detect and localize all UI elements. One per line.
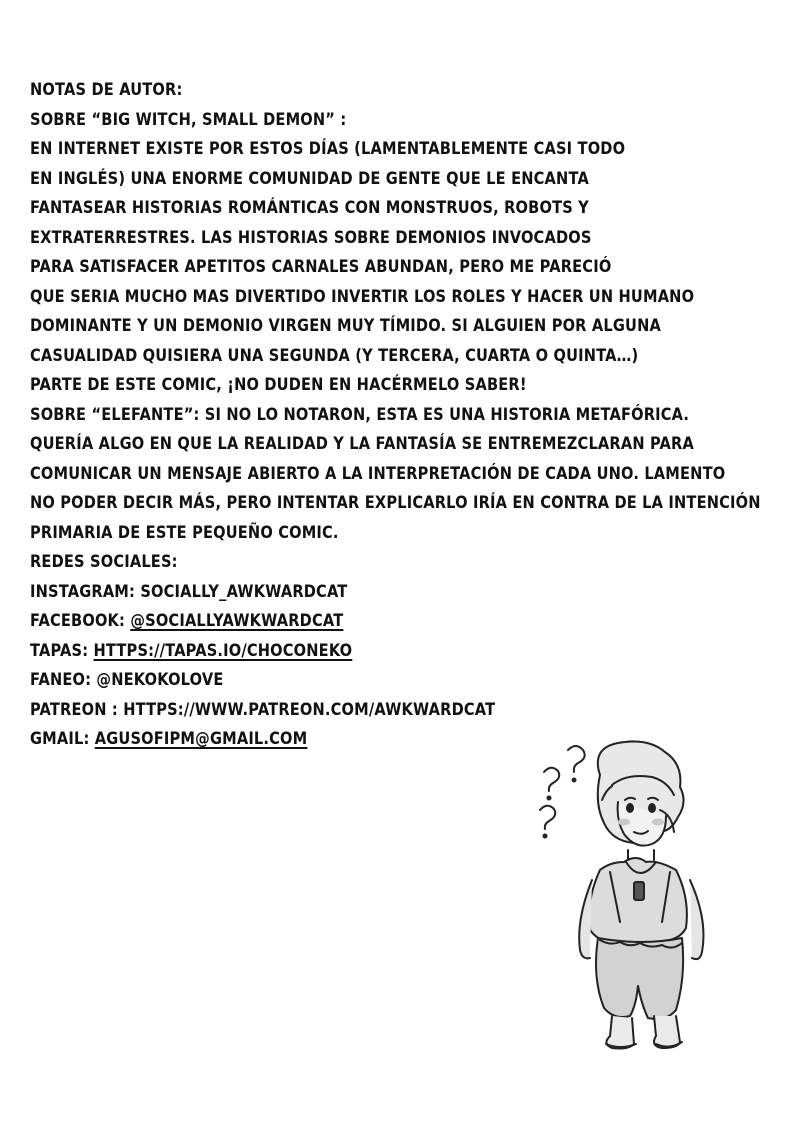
section2-line: PRIMARIA DE ESTE PEQUEÑO COMIC. xyxy=(30,522,339,543)
facebook-row xyxy=(30,607,675,637)
section2-line: QUERÍA ALGO EN QUE LA REALIDAD Y LA FANTASÍA SE ENTREMEZCLARAN PARA xyxy=(30,434,694,454)
section1-line: PARTE DE ESTE COMIC, ¡NO DUDEN EN HACÉRMELO SABER! xyxy=(30,375,527,395)
facebook-label: FACEBOOK: xyxy=(30,611,126,631)
section2-line: NO PODER DECIR MÁS, PERO INTENTAR EXPLICARLO IRÍA EN CONTRA DE LA INTENCIÓN xyxy=(30,493,761,513)
faneo-row xyxy=(30,666,675,696)
section1-line: DOMINANTE Y UN DEMONIO VIRGEN MUY TÍMIDO. SI ALGUIEN POR ALGUNA xyxy=(30,316,661,336)
section1-line: QUE SERIA MUCHO MAS DIVERTIDO INVERTIR LOS ROLES Y HACER UN HUMANO xyxy=(30,286,695,307)
notes-title: NOTAS DE AUTOR: xyxy=(30,80,183,100)
patreon-url: HTTPS://WWW.PATREON.COM/AWKWARDCAT xyxy=(123,699,496,720)
section2-line: SOBRE “ELEFANTE”: SI NO LO NOTARON, ESTA ES UNA HISTORIA METAFÓRICA. xyxy=(30,404,690,425)
tapas-label: TAPAS: xyxy=(30,640,89,661)
author-notes xyxy=(30,76,780,755)
patreon-label: PATREON : xyxy=(30,699,118,720)
section1-line: CASUALIDAD QUISIERA UNA SEGUNDA (Y TERCERA, CUARTA O QUINTA…) xyxy=(30,345,639,366)
faneo-label: FANEO: xyxy=(30,670,92,690)
section1-line: FANTASEAR HISTORIAS ROMÁNTICAS CON MONSTRUOS, ROBOTS Y xyxy=(30,198,589,218)
facebook-link[interactable]: @SOCIALLYAWKWARDCAT xyxy=(130,611,344,631)
confused-character-drawing-icon xyxy=(530,740,730,1060)
tapas-link[interactable]: HTTPS://TAPAS.IO/CHOCONEKO xyxy=(93,640,353,661)
social-heading: REDES SOCIALES: xyxy=(30,552,178,572)
tapas-row xyxy=(30,637,675,667)
instagram-row xyxy=(30,578,675,608)
section1-heading: SOBRE “BIG WITCH, SMALL DEMON” : xyxy=(30,109,347,130)
instagram-handle: SOCIALLY_AWKWARDCAT xyxy=(140,581,348,602)
instagram-label: INSTAGRAM: xyxy=(30,581,136,602)
gmail-link[interactable]: AGUSOFIPM@GMAIL.COM xyxy=(94,729,308,749)
section1-line: EXTRATERRESTRES. LAS HISTORIAS SOBRE DEMONIOS INVOCADOS xyxy=(30,227,592,248)
section1-line: EN INGLÉS) UNA ENORME COMUNIDAD DE GENTE QUE LE ENCANTA xyxy=(30,168,589,189)
section1-line: PARA SATISFACER APETITOS CARNALES ABUNDAN, PERO ME PARECIÓ xyxy=(30,257,612,277)
section1-line: EN INTERNET EXISTE POR ESTOS DÍAS (LAMENTABLEMENTE CASI TODO xyxy=(30,139,626,159)
faneo-handle: @NEKOKOLOVE xyxy=(96,670,224,690)
section2-line: COMUNICAR UN MENSAJE ABIERTO A LA INTERPRETACIÓN DE CADA UNO. LAMENTO xyxy=(30,463,726,484)
patreon-row xyxy=(30,696,675,726)
gmail-label: GMAIL: xyxy=(30,729,90,749)
